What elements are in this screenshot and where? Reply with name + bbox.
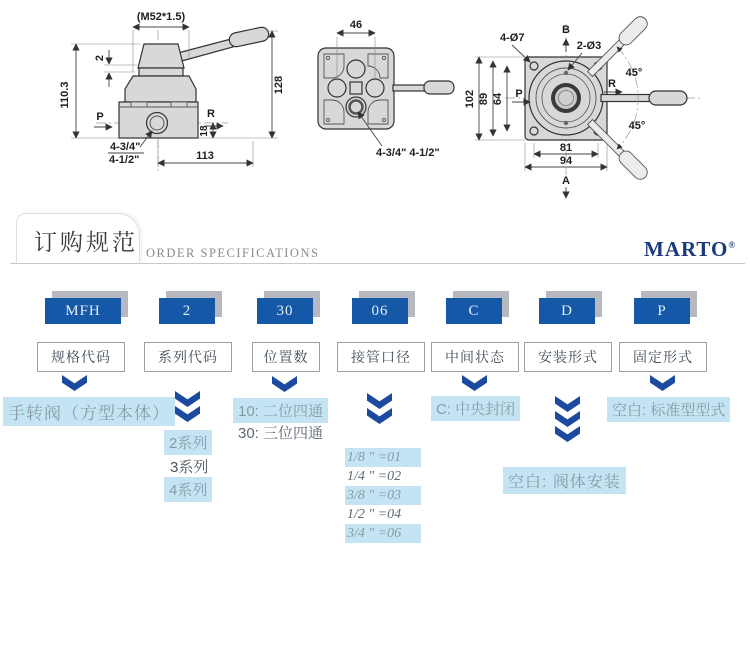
drawing-side-view (464, 14, 700, 198)
down-chevron-icon (367, 408, 392, 424)
option-port-size-01: 1/8 ″ =01 (345, 448, 421, 467)
header-divider (10, 263, 745, 264)
code-box-series: 2 (159, 298, 215, 324)
dim-label-46: 46 (349, 19, 363, 31)
down-chevron-icon (462, 375, 487, 391)
dim-label-2d3: 2-Ø3 (576, 40, 602, 52)
dim-label-94: 94 (559, 155, 573, 167)
angle-label-45-up: 45° (625, 67, 643, 79)
dim-label-89: 89 (478, 92, 490, 106)
port-size-label-2: 4-1/2" (109, 154, 140, 166)
lever-grip (424, 81, 454, 94)
option-port-size-02: 1/4 ″ =02 (347, 469, 402, 484)
dim-label-64: 64 (492, 92, 504, 106)
section-title-cn: 订购规范 (34, 230, 138, 255)
down-chevron-icon (62, 375, 87, 391)
angle-label-45-down: 45° (628, 120, 646, 132)
code-box-mfh: MFH (45, 298, 121, 324)
down-chevron-icon (555, 396, 580, 412)
dim-label-2: 2 (94, 54, 106, 62)
lever-rod (174, 39, 233, 62)
field-label-center: 中间状态 (431, 342, 519, 372)
down-chevron-icon (175, 406, 200, 422)
option-port-size-03: 3/8 ″ =03 (345, 486, 421, 505)
dim-label-m52: (M52*1.5) (136, 11, 186, 23)
down-chevron-icon (175, 391, 200, 407)
down-chevron-icon (367, 393, 392, 409)
dir-label-a: A (562, 175, 570, 187)
option-series-3: 3系列 (170, 459, 209, 476)
code-box-positions: 30 (257, 298, 313, 324)
technical-drawings (0, 0, 750, 205)
option-port-size-06: 3/4 ″ =06 (345, 524, 421, 543)
option-port-size-04: 1/2 ″ =04 (347, 507, 402, 522)
port-size-label-1: 4-3/4" (110, 141, 141, 153)
port-label-p: P (515, 88, 523, 100)
valve-cap (138, 44, 184, 68)
dim-label-110-3: 110.3 (59, 81, 71, 109)
field-label-spec: 规格代码 (37, 342, 125, 372)
option-mounting: 空白: 阀体安装 (503, 467, 626, 494)
dim-label-81: 81 (559, 142, 573, 154)
field-label-mounting: 安装形式 (524, 342, 612, 372)
option-spec-type: 手转阀（方型本体） (3, 397, 175, 426)
option-positions-30: 30: 三位四通 (238, 425, 324, 442)
dim-label-18: 18 (199, 125, 210, 137)
option-series-2: 2系列 (164, 430, 212, 455)
dir-label-b: B (562, 24, 570, 36)
option-center-state: C: 中央封闭 (431, 396, 520, 421)
down-chevron-icon (650, 375, 675, 391)
drawing-top-view (318, 19, 454, 159)
option-fixing: 空白: 标准型型式 (607, 397, 730, 422)
field-label-series: 系列代码 (144, 342, 232, 372)
code-box-mounting: D (539, 298, 595, 324)
port-label-p: P (96, 111, 104, 123)
code-box-center: C (446, 298, 502, 324)
registered-mark: ® (728, 240, 737, 250)
field-label-port: 接管口径 (337, 342, 425, 372)
dim-label-113: 113 (196, 150, 214, 162)
port-label-r: R (207, 108, 215, 120)
dim-label-128: 128 (273, 75, 285, 95)
lever-rod (601, 95, 651, 102)
down-chevron-icon (555, 426, 580, 442)
lever-rod (393, 85, 426, 91)
code-box-port: 06 (352, 298, 408, 324)
lever-grip (228, 26, 270, 48)
field-label-positions: 位置数 (252, 342, 320, 372)
lever-grip (649, 91, 687, 105)
port-sizes-label: 4-3/4" 4-1/2" (376, 147, 440, 159)
option-positions-10: 10: 二位四通 (233, 398, 328, 423)
brand-logo (644, 237, 736, 262)
option-series-4: 4系列 (164, 477, 212, 502)
brand-name: MARTO (644, 237, 729, 261)
down-chevron-icon (555, 411, 580, 427)
down-chevron-icon (272, 376, 297, 392)
drawing-front-view (59, 11, 285, 172)
port-label-r: R (608, 78, 616, 90)
code-box-fixing: P (634, 298, 690, 324)
section-title-en: ORDER SPECIFICATIONS (146, 246, 320, 260)
dim-label-102: 102 (464, 89, 476, 109)
dim-label-4d7: 4-Ø7 (500, 32, 525, 44)
field-label-fixing: 固定形式 (619, 342, 707, 372)
